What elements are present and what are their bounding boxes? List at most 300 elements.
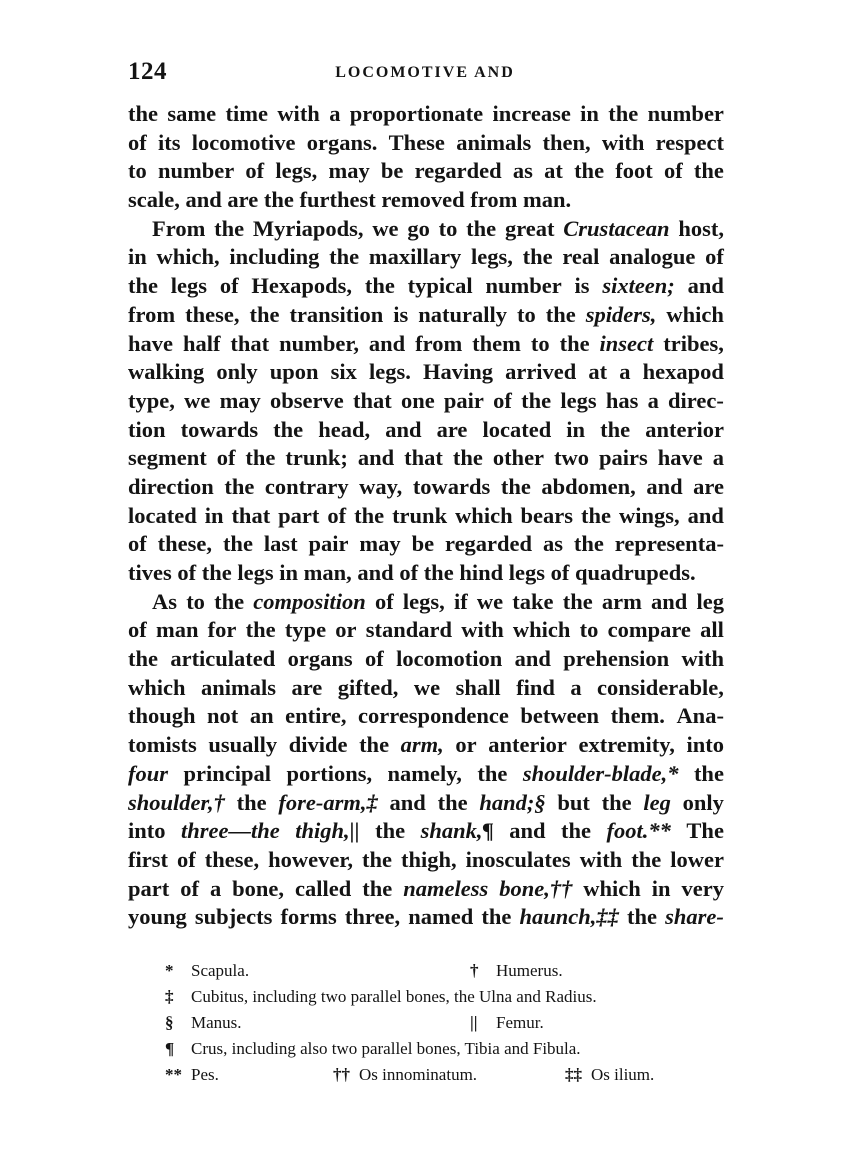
word: the: [354, 502, 385, 528]
word: be: [411, 531, 435, 557]
word: them.: [610, 703, 665, 729]
word: the: [608, 101, 639, 126]
word: the: [362, 875, 393, 901]
word: part: [278, 502, 320, 528]
word: These: [388, 129, 445, 155]
word: a: [647, 387, 659, 413]
word: increase: [492, 101, 571, 126]
word: the: [561, 818, 592, 844]
word: locomotion: [396, 646, 503, 672]
word: we: [184, 387, 211, 413]
word: the: [245, 445, 276, 471]
word: two: [554, 445, 590, 471]
word: extremity,: [578, 732, 675, 758]
footnote: [470, 1010, 544, 1036]
word: the: [249, 301, 280, 327]
word: as: [512, 158, 533, 184]
word: and: [651, 588, 688, 614]
word: the: [693, 760, 724, 786]
word: in: [566, 416, 586, 442]
word: and: [385, 416, 422, 442]
word: the: [521, 387, 552, 413]
word: man.: [522, 187, 572, 213]
word: transition: [289, 301, 384, 327]
word: anterior: [488, 732, 567, 758]
text-line: [128, 817, 724, 846]
text-line: [128, 129, 724, 158]
word: prehension: [563, 646, 670, 672]
word: to: [438, 215, 458, 241]
text-line: [128, 444, 724, 473]
word: of: [399, 560, 419, 585]
word: are: [291, 674, 323, 700]
footnote-line: [165, 1010, 695, 1036]
word: to: [579, 617, 599, 643]
word: typical: [407, 273, 473, 299]
word: of: [327, 502, 347, 528]
word: in: [279, 560, 299, 585]
word: but: [557, 789, 590, 815]
word: the: [452, 445, 483, 471]
word: and: [509, 818, 546, 844]
footnote: [165, 1036, 581, 1062]
word: same: [167, 101, 217, 126]
word: namely,: [387, 760, 462, 786]
word: the: [364, 273, 395, 299]
footnote-text: Os innominatum.: [359, 1065, 478, 1084]
word: the: [573, 531, 604, 557]
word: all: [700, 617, 724, 643]
word: observe: [270, 387, 344, 413]
word: an: [249, 703, 274, 729]
text-line: [128, 645, 724, 674]
word: hexapod: [642, 359, 724, 385]
word: leg: [696, 588, 724, 614]
word: to: [128, 158, 147, 184]
word: as: [542, 531, 563, 557]
word: in: [580, 101, 599, 126]
word: three,: [344, 904, 401, 930]
word: From: [152, 215, 206, 241]
word: wings,: [618, 502, 680, 528]
word: take: [512, 588, 554, 614]
word: though: [128, 703, 196, 729]
word: the: [522, 244, 553, 270]
word: at: [588, 359, 608, 385]
word: naturally: [418, 301, 507, 327]
word: number: [647, 101, 724, 126]
word: pair: [308, 531, 349, 557]
word: in: [651, 875, 671, 901]
word: type: [284, 617, 327, 643]
text-line: [128, 473, 724, 502]
text-line: [128, 789, 724, 818]
word: these,: [204, 846, 260, 872]
footnote-mark: §: [165, 1013, 174, 1032]
word: lower: [670, 846, 724, 872]
word: that: [404, 445, 443, 471]
word: man: [155, 617, 199, 643]
text-line: [128, 272, 724, 301]
word: considerable,: [597, 674, 724, 700]
word: are: [436, 416, 468, 442]
word: divide: [288, 732, 348, 758]
word: shall: [455, 674, 501, 700]
word: man,: [303, 560, 352, 585]
word: a: [570, 674, 582, 700]
italic-word: composition: [253, 588, 366, 614]
word: legs: [560, 387, 597, 413]
word: with: [579, 846, 623, 872]
word: of: [177, 560, 197, 585]
word: at: [544, 158, 563, 184]
word: that: [352, 387, 392, 413]
word: articulated: [170, 646, 276, 672]
word: abdomen,: [541, 473, 636, 499]
footnote-mark: *: [165, 961, 174, 980]
italic-word: shoulder,†: [128, 789, 225, 815]
text-line: [128, 358, 724, 387]
word: the: [201, 560, 232, 585]
word: with: [277, 101, 320, 126]
word: type,: [128, 387, 175, 413]
word: furthest: [299, 187, 376, 213]
word: gifted,: [337, 674, 399, 700]
word: walking: [128, 359, 205, 385]
word: the: [214, 588, 245, 614]
word: part: [128, 875, 170, 901]
word: quadrupeds.: [574, 560, 696, 585]
word: of: [550, 560, 570, 585]
footnote: [165, 958, 249, 984]
footnote-line: [165, 1062, 695, 1088]
word: have: [128, 330, 173, 356]
word: including: [229, 244, 320, 270]
word: are: [693, 473, 724, 499]
word: entire,: [285, 703, 347, 729]
text-line: [128, 157, 724, 186]
word: these,: [185, 301, 240, 327]
word: arm: [601, 588, 642, 614]
word: principal: [183, 760, 271, 786]
italic-word: four: [128, 760, 169, 786]
word: contrary: [264, 473, 349, 499]
word: the: [222, 531, 253, 557]
word: the: [128, 101, 158, 126]
footnote-mark: ††: [333, 1065, 350, 1084]
word: and: [687, 502, 724, 528]
word: that: [231, 502, 271, 528]
italic-word: foot.**: [606, 818, 671, 844]
word: scale,: [128, 187, 180, 213]
word: the: [601, 789, 632, 815]
italic-word: nameless: [403, 875, 489, 901]
word: segment: [128, 445, 207, 471]
text-line: [128, 760, 724, 789]
word: very: [681, 875, 724, 901]
word: the: [466, 215, 497, 241]
word: located: [482, 416, 552, 442]
word: has: [605, 387, 639, 413]
footnote: [333, 1062, 477, 1088]
word: tion: [128, 416, 166, 442]
text-line: [128, 330, 724, 359]
word: other: [492, 445, 545, 471]
word: Ana-: [676, 703, 724, 729]
footnote: [165, 1010, 242, 1036]
text-line: [128, 243, 724, 272]
word: of: [245, 158, 265, 184]
word: which: [128, 674, 186, 700]
italic-word: spiders,: [585, 301, 657, 327]
word: upon: [269, 359, 319, 385]
word: direction: [128, 473, 214, 499]
word: into: [128, 818, 166, 844]
word: which: [666, 301, 724, 327]
word: between: [520, 703, 600, 729]
word: the: [423, 560, 454, 585]
page-number: 124: [128, 58, 167, 85]
word: arrived: [505, 359, 577, 385]
word: head,: [318, 416, 371, 442]
word: portions,: [286, 760, 373, 786]
word: host,: [678, 215, 724, 241]
word: the: [128, 273, 158, 299]
word: that: [230, 330, 270, 356]
word: thigh,: [400, 846, 457, 872]
italic-word: sixteen;: [602, 273, 675, 299]
word: the: [273, 416, 304, 442]
word: find: [516, 674, 555, 700]
word: or: [455, 732, 477, 758]
word: organs.: [306, 129, 378, 155]
word: for: [207, 617, 237, 643]
word: number,: [279, 330, 359, 356]
word: animals: [456, 129, 532, 155]
word: be: [380, 158, 404, 184]
word: which: [512, 617, 571, 643]
italic-word: three—the: [181, 818, 280, 844]
word: located: [128, 502, 197, 528]
word: the: [236, 789, 267, 815]
word: a: [712, 445, 724, 471]
word: the: [600, 416, 631, 442]
word: with: [601, 129, 645, 155]
word: organs: [287, 646, 353, 672]
text-line: [128, 502, 724, 531]
word: we: [476, 588, 504, 614]
footnotes: [165, 958, 695, 1088]
word: and: [389, 789, 426, 815]
word: compare: [607, 617, 691, 643]
word: of: [177, 846, 196, 872]
italic-word: haunch,‡‡: [519, 904, 619, 930]
word: the: [693, 158, 724, 184]
word: to: [517, 301, 536, 327]
word: Hexapods,: [251, 273, 353, 299]
footnote-text: Femur.: [496, 1013, 544, 1032]
word: a: [329, 101, 341, 126]
footnote-text: Pes.: [191, 1065, 219, 1084]
text-line: [128, 416, 724, 445]
text-line: [128, 875, 724, 904]
footnote-text: Manus.: [191, 1013, 242, 1032]
text-line: [128, 674, 724, 703]
word: which,: [156, 244, 220, 270]
word: the: [245, 617, 276, 643]
word: legs: [237, 560, 274, 585]
word: legs.: [368, 359, 411, 385]
word: Having: [422, 359, 493, 385]
footnote: [165, 1062, 219, 1088]
italic-word: thigh,||: [295, 818, 360, 844]
word: to: [530, 330, 550, 356]
word: to: [186, 588, 205, 614]
italic-word: fore-arm,‡: [278, 789, 378, 815]
word: not: [207, 703, 239, 729]
word: real: [562, 244, 600, 270]
footnote-mark: †: [470, 961, 479, 980]
word: hind: [459, 560, 504, 585]
word: correspondence: [358, 703, 509, 729]
word: which: [583, 875, 641, 901]
word: one: [400, 387, 435, 413]
text-line: [128, 903, 724, 932]
word: pairs: [598, 445, 648, 471]
word: half: [182, 330, 221, 356]
word: of: [128, 531, 147, 557]
word: trunk;: [285, 445, 348, 471]
word: way,: [359, 473, 403, 499]
word: the: [562, 588, 593, 614]
word: time: [225, 101, 268, 126]
text-line: [128, 588, 724, 617]
word: respect: [655, 129, 724, 155]
word: analogue: [609, 244, 696, 270]
italic-word: leg: [643, 789, 671, 815]
word: its: [158, 129, 181, 155]
text-line: [128, 731, 724, 760]
word: the: [128, 646, 158, 672]
word: then,: [542, 129, 591, 155]
word: As: [152, 588, 178, 614]
word: legs: [508, 560, 545, 585]
footnote-text: Humerus.: [496, 961, 563, 980]
word: we: [372, 215, 399, 241]
word: of: [128, 617, 147, 643]
word: a: [619, 359, 631, 385]
word: are: [227, 187, 259, 213]
footnote-mark: ||: [470, 1013, 478, 1032]
text-line: [128, 301, 724, 330]
footnote-mark: **: [165, 1065, 182, 1084]
word: go: [407, 215, 430, 241]
footnote-text: Crus, including also two parallel bones, Tibia and Fibula.: [191, 1039, 581, 1058]
word: them: [472, 330, 521, 356]
text-line: [128, 215, 724, 244]
word: inosculates: [465, 846, 571, 872]
word: of: [374, 588, 394, 614]
word: the: [375, 818, 406, 844]
running-head: LOCOMOTIVE AND: [335, 64, 515, 81]
word: into: [686, 732, 724, 758]
word: pair: [443, 387, 484, 413]
footnote-mark: ‡: [165, 987, 174, 1006]
word: is: [574, 273, 590, 299]
word: maxillary: [368, 244, 462, 270]
word: the: [545, 301, 576, 327]
word: The: [686, 818, 724, 844]
word: legs,: [471, 244, 513, 270]
word: bears: [520, 502, 574, 528]
word: of: [364, 646, 384, 672]
text-line: [128, 559, 724, 588]
word: tribes,: [663, 330, 724, 356]
body-text: [128, 100, 724, 932]
word: of: [216, 445, 236, 471]
word: is: [393, 301, 409, 327]
word: of: [663, 158, 683, 184]
word: number: [157, 158, 235, 184]
text-line: [128, 186, 724, 215]
word: from: [470, 187, 518, 213]
word: and: [185, 187, 222, 213]
word: legs,: [275, 158, 318, 184]
word: six: [330, 359, 357, 385]
footnote: [165, 984, 597, 1010]
word: legs: [170, 273, 208, 299]
word: and: [646, 473, 683, 499]
word: with: [461, 617, 504, 643]
word: standard: [365, 617, 452, 643]
word: only: [682, 789, 724, 815]
word: of: [128, 129, 147, 155]
text-line: [128, 616, 724, 645]
word: last: [263, 531, 298, 557]
italic-word: arm,: [400, 732, 444, 758]
italic-word: bone,††: [499, 875, 573, 901]
word: the: [631, 846, 662, 872]
word: the: [481, 904, 512, 930]
italic-word: hand;§: [479, 789, 546, 815]
word: from: [415, 330, 463, 356]
word: young: [128, 904, 187, 930]
word: foot: [615, 158, 653, 184]
word: the: [477, 760, 508, 786]
word: the: [263, 187, 294, 213]
word: direc-: [668, 387, 724, 413]
word: or: [335, 617, 357, 643]
word: the: [581, 502, 612, 528]
word: of: [180, 875, 199, 901]
word: of: [705, 244, 724, 270]
word: may: [359, 531, 401, 557]
word: from: [128, 301, 176, 327]
word: the: [214, 215, 245, 241]
footnote-mark: ¶: [165, 1039, 175, 1058]
word: the: [574, 158, 605, 184]
text-line: [128, 846, 724, 875]
word: if: [453, 588, 468, 614]
word: usually: [208, 732, 278, 758]
word: only: [216, 359, 258, 385]
footnote-line: [165, 1036, 695, 1062]
footnote-text: Cubitus, including two parallel bones, the Ulna and Radius.: [191, 987, 597, 1006]
word: the: [359, 732, 390, 758]
text-line: [128, 387, 724, 416]
word: these,: [157, 531, 213, 557]
word: in: [204, 502, 224, 528]
